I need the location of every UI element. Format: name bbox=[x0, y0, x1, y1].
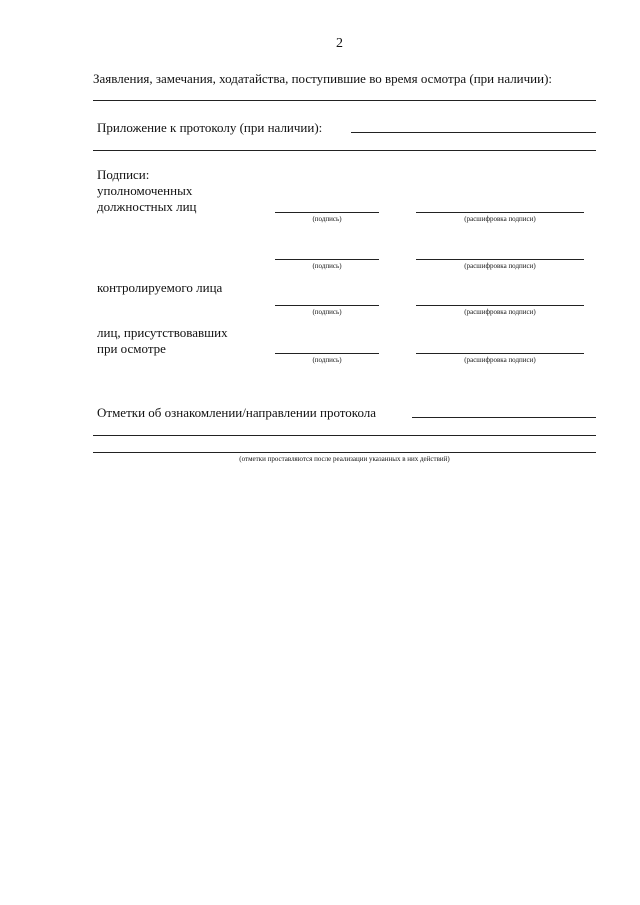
signature-line bbox=[275, 353, 379, 354]
transcript-caption: (расшифровка подписи) bbox=[464, 262, 536, 270]
controlled-person-label: контролируемого лица bbox=[97, 280, 223, 295]
transcript-caption: (расшифровка подписи) bbox=[464, 308, 536, 316]
signature-caption: (подпись) bbox=[312, 262, 342, 270]
present-label-line1: лиц, присутствовавших bbox=[97, 325, 228, 340]
signature-line bbox=[275, 212, 379, 213]
signature-line bbox=[275, 259, 379, 260]
signatures-heading: Подписи: bbox=[97, 167, 150, 182]
transcript-line bbox=[416, 259, 584, 260]
statements-label: Заявления, замечания, ходатайства, поступившие во время осмотра (при наличии): bbox=[93, 71, 553, 86]
signature-caption: (подпись) bbox=[312, 308, 342, 316]
transcript-caption: (расшифровка подписи) bbox=[464, 215, 536, 223]
officials-label-line1: уполномоченных bbox=[97, 183, 193, 198]
notes-field-line bbox=[412, 417, 596, 418]
present-label-line2: при осмотре bbox=[97, 341, 166, 356]
notes-caption: (отметки проставляются после реализации указанных в них действий) bbox=[239, 455, 450, 463]
signature-line bbox=[275, 305, 379, 306]
statements-line bbox=[93, 100, 596, 101]
notes-label: Отметки об ознакомлении/направлении протокола bbox=[97, 405, 377, 420]
appendix-label: Приложение к протоколу (при наличии): bbox=[97, 120, 323, 135]
transcript-line bbox=[416, 305, 584, 306]
notes-line-3 bbox=[93, 452, 596, 453]
appendix-field-line bbox=[351, 132, 596, 133]
transcript-caption: (расшифровка подписи) bbox=[464, 356, 536, 364]
officials-label-line2: должностных лиц bbox=[97, 199, 197, 214]
appendix-line-2 bbox=[93, 150, 596, 151]
signature-caption: (подпись) bbox=[312, 356, 342, 364]
signature-caption: (подпись) bbox=[312, 215, 342, 223]
notes-line-2 bbox=[93, 435, 596, 436]
transcript-line bbox=[416, 212, 584, 213]
page-number: 2 bbox=[336, 36, 343, 51]
transcript-line bbox=[416, 353, 584, 354]
